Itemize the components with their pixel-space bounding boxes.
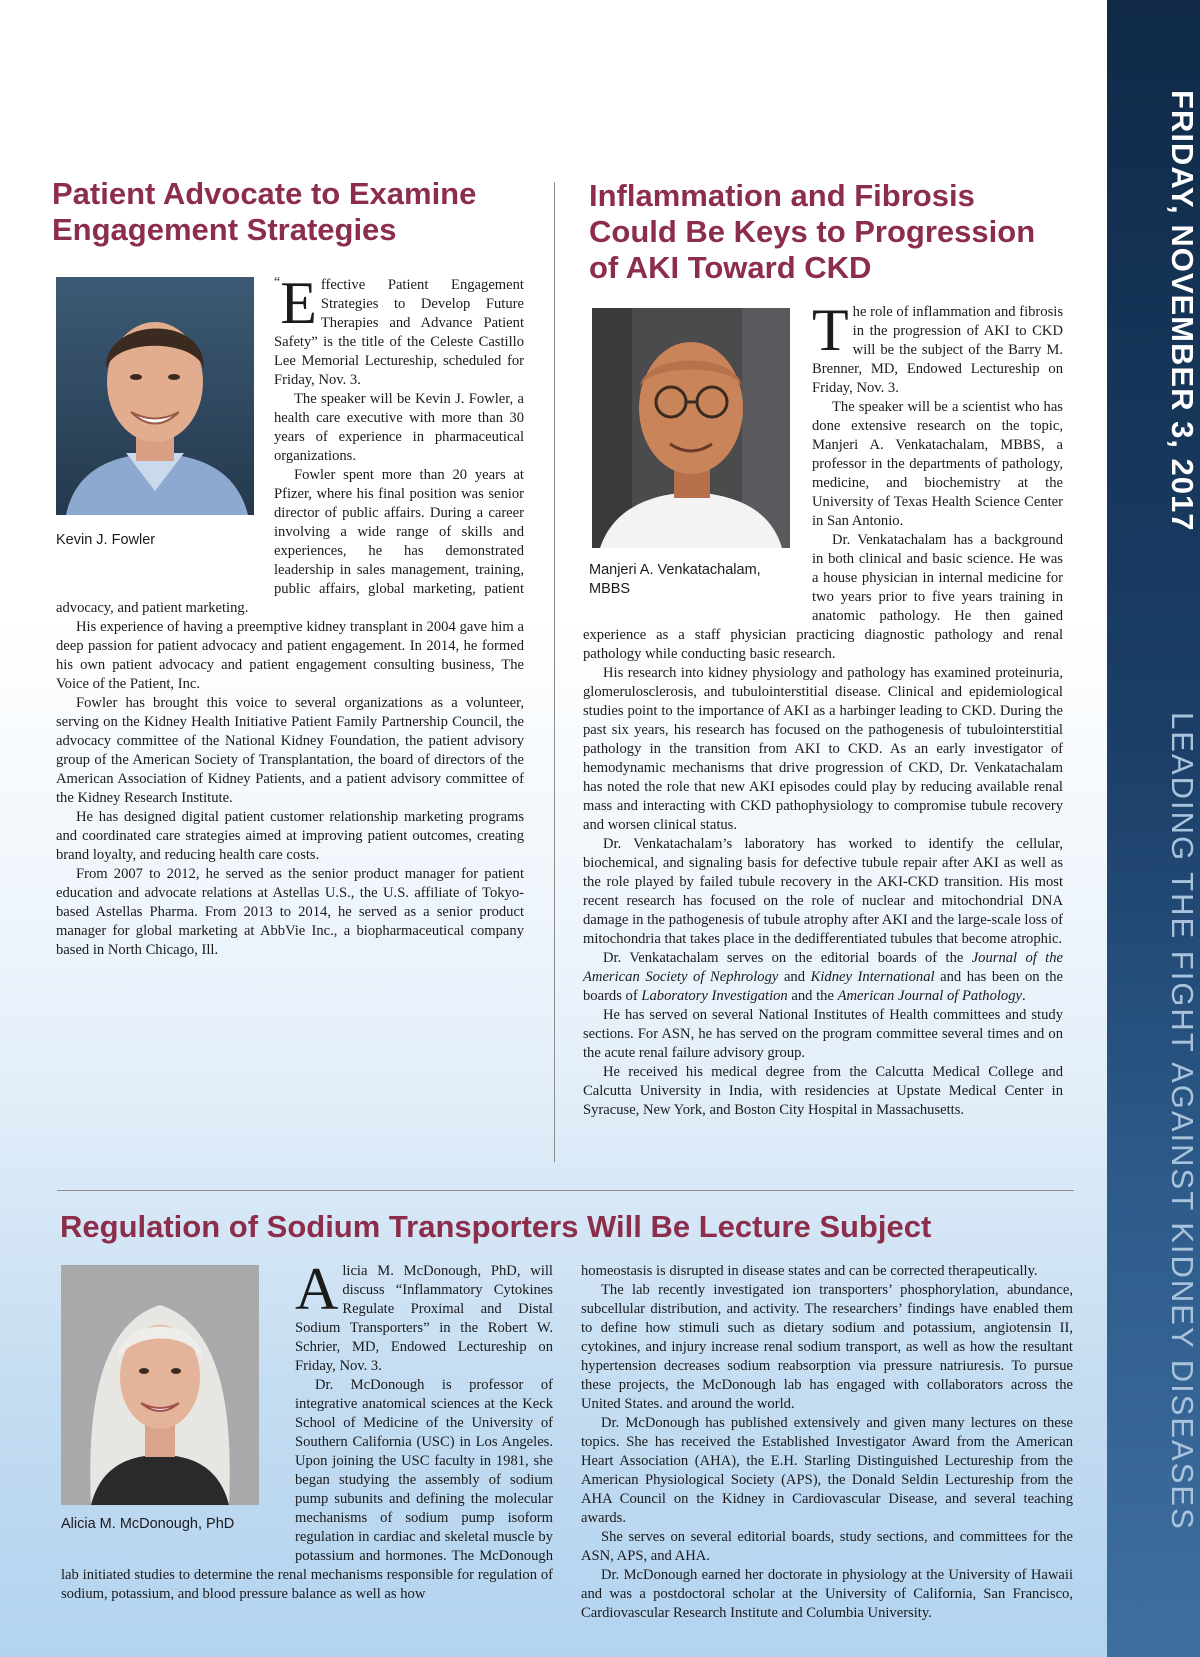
article3-body-right (581, 1262, 1073, 1623)
article3-paragraph: The lab recently investigated ion transporters’ phosphorylation, abundance, subcellular distribution, and activity. The researchers’ findings have enabled them to define how stimuli such as dietary sodium and potassium, angiotensin II, cytokines, and injury increase renal sodium transport, as well as how the resultant hypertension decreases sodium reabsorption via pressure natriuresis. To pursue these projects, the McDonough lab has engaged with collaborators across the United States. and around the world. (581, 1282, 1073, 1412)
article1-headline: Patient Advocate to Examine Engagement Strategies (52, 176, 477, 247)
article1-paragraph: The speaker will be Kevin J. Fowler, a health care executive with more than 30 years of experience in pharmaceutical organizations. (274, 391, 524, 464)
article3-paragraph: homeostasis is disrupted in disease states and can be corrected therapeutically. (581, 1263, 1038, 1279)
article2-paragraph: Dr. Venkatachalam has a background in both clinical and basic science. He was a house physician in internal medicine for two years prior to five years training in anatomic pathology. He then gained experience as a staff physician practicing diagnostic pathology and renal pathology while conducting basic research. (583, 532, 1063, 662)
article2-dropcap: T (812, 297, 849, 363)
article2-paragraph: The speaker will be a scientist who has done extensive research on the topic, Manjeri A. Venkatachalam, MBBS, a professor in the departments of pathology, medicine, and biochemistry at the University of Texas Health Science Center in San Antonio. (812, 399, 1063, 529)
article2-paragraph: Dr. Venkatachalam’s laboratory has worked to identify the cellular, biochemical, and signaling basis for defective tubule repair after AKI as well as the role played by failed tubule recovery in the AKI-CKD transition. His most recent research has focused on the role of nuclear and mitochondrial DNA damage in the pathogenesis of tubule atrophy after AKI and the large-scale loss of mitochondria that takes place in the dedifferentiated tubules that become atrophic. (583, 836, 1063, 947)
article2-paragraph: The role of inflammation and fibrosis in the progression of AKI to CKD will be the subject of the Barry M. Brenner, MD, Endowed Lectureship on Friday, Nov. 3. (812, 297, 1063, 396)
article3-paragraph: Dr. McDonough has published extensively and given many lectures on these topics. She has received the Established Investigator Award from the American Heart Association (AHA), the E.H. Starling Distinguished Lectureship from the American Physiological Society (APS), the Donald Seldin Lectureship from the AHA Council on the Kidney in Cardiovascular Disease, and several teaching awards. (581, 1415, 1073, 1526)
article2-paragraph: His research into kidney physiology and pathology has examined proteinuria, glomerulosclerosis, and tubulointerstitial disease. Clinical and epidemiological studies point to the importance of AKI as a harbinger leading to CKD. During the past six years, his research has focused on the pathogenesis of tubulointerstitial pathology in the transition from AKI to CKD. As an early investigator of hemodynamic mechanisms that drive progression of CKD, Dr. Venkatachalam has noted the role that new AKI episodes could play by reducing available renal mass and interacting with CKD pathophysiology to compromise tubule recovery and worsen clinical status. (583, 665, 1063, 833)
article1-paragraph: “ E ffective Patient Engagement Strategies to Develop Future Therapies and Advance Patient Safety” is the title of the Celeste Castillo Lee Memorial Lectureship, scheduled for Friday, Nov. 3. (274, 270, 524, 388)
article1-paragraph: He has designed digital patient customer relationship marketing programs and coordinated care strategies aimed at improving patient outcomes, creating brand loyalty, and reducing health care costs. (56, 809, 524, 863)
article3-paragraph: Dr. McDonough earned her doctorate in physiology at the University of Hawaii and was a postdoctoral scholar at the University of California, San Francisco, Cardiovascular Research Institute and Columbia University. (581, 1567, 1073, 1621)
issue-sidebar (1107, 0, 1200, 1657)
article3-paragraph: She serves on several editorial boards, study sections, and committees for the ASN, APS, and AHA. (581, 1529, 1073, 1564)
article1-paragraph: Fowler has brought this voice to several organizations as a volunteer, serving on the Kidney Health Initiative Patient Family Partnership Council, the advocacy committee of the National Kidney Foundation, the patient advisory group of the American Society of Transplantation, the board of directors of the American Association of Kidney Patients, and a patient advisory committee of the Kidney Research Institute. (56, 695, 524, 806)
article2-photo-caption: Manjeri A. Venkatachalam, MBBS (589, 562, 761, 597)
article1-dropcap: E (280, 270, 317, 336)
article2-paragraph: He received his medical degree from the Calcutta Medical College and Calcutta University in India, with residencies at Upstate Medical Center in Syracuse, New York, and Boston City Hospital in Massachusetts. (583, 1064, 1063, 1118)
issue-date: FRIDAY, NOVEMBER 3, 2017 (1165, 90, 1200, 532)
article1-paragraph: His experience of having a preemptive kidney transplant in 2004 gave him a deep passion for patient advocacy and patient engagement. In 2014, he formed his own patient advocacy and patient engagement consulting business, The Voice of the Patient, Inc. (56, 619, 524, 692)
issue-tagline: LEADING THE FIGHT AGAINST KIDNEY DISEASES (1165, 712, 1200, 1531)
article3-paragraph: Dr. McDonough is professor of integrative anatomical sciences at the Keck School of Medicine of the University of Southern California (USC) in Los Angeles. Upon joining the USC faculty in 1981, she began studying the assembly of sodium pump subunits and defining the molecular mechanisms of sodium pump isoform regulation in cardiac and skeletal muscle by potassium and hormones. The McDonough lab initiated studies to determine the renal mechanisms responsible for regulation of sodium, potassium, and blood pressure balance as well as how (61, 1377, 553, 1602)
article2-headline: Inflammation and Fibrosis Could Be Keys to Progression of AKI Toward CKD (589, 178, 1036, 285)
article1-paragraph: From 2007 to 2012, he served as the senior product manager for patient education and advocate relations at Astellas U.S., the U.S. affiliate of Tokyo-based Astellas Pharma. From 2013 to 2014, he served as a senior product manager for global marketing at AbbVie Inc., a biopharmaceutical company based in North Chicago, Ill. (56, 866, 524, 958)
article2-paragraph: Dr. Venkatachalam serves on the editorial boards of the Journal of the American Society of Nephrology and Kidney International and has been on the boards of Laboratory Investigation and the American Journal of Pathology. (583, 950, 1063, 1004)
section-divider (57, 1190, 1074, 1191)
article2-body (583, 297, 1063, 1120)
article2-paragraph: He has served on several National Institutes of Health committees and study sections. For ASN, he has served on the program committee several times and on the acute renal failure advisory group. (583, 1007, 1063, 1061)
article1-paragraph: Fowler spent more than 20 years at Pfizer, where his final position was senior director of public affairs. During a career involving a wide range of skills and experiences, he has demonstrated leadership in sales management, training, public affairs, global marketing, patient advocacy, and patient marketing. (56, 467, 524, 616)
article3-headline: Regulation of Sodium Transporters Will Be Lecture Subject (60, 1209, 932, 1244)
article1-photo-caption: Kevin J. Fowler (56, 532, 156, 548)
article3-paragraph: Alicia M. McDonough, PhD, will discuss “Inflammatory Cytokines Regulate Proximal and Distal Sodium Transporters” in the Robert W. Schrier, MD, Endowed Lectureship on Friday, Nov. 3. (295, 1256, 553, 1374)
article3-body-left (61, 1256, 553, 1604)
article1-body (56, 270, 524, 960)
column-divider (554, 182, 555, 1162)
article3-dropcap: A (295, 1256, 339, 1322)
article3-photo-caption: Alicia M. McDonough, PhD (61, 1516, 235, 1532)
